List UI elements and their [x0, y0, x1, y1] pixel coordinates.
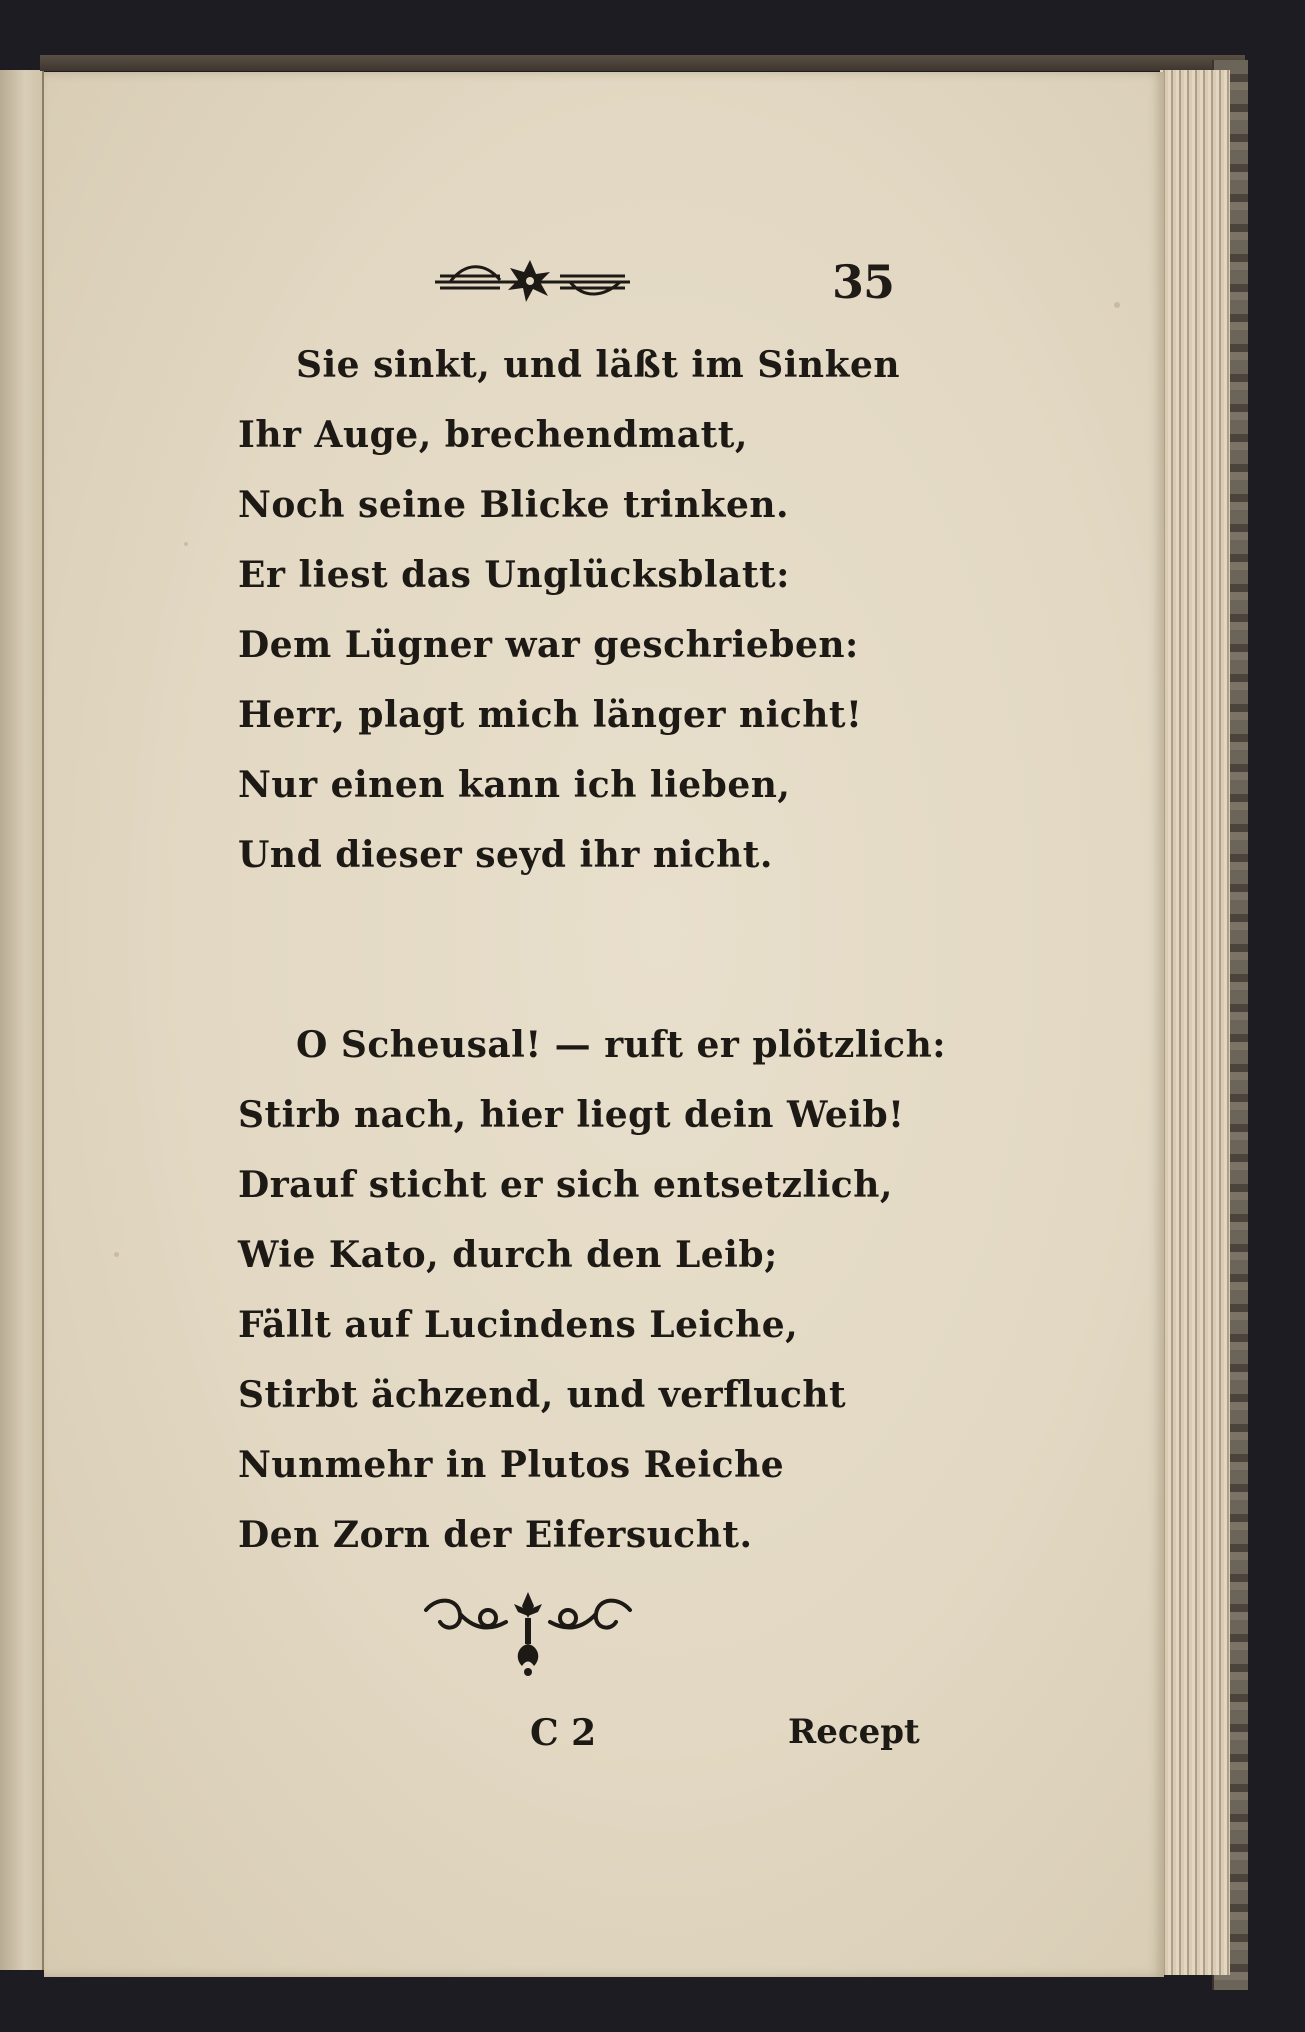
- stanza-1: [238, 330, 900, 890]
- verse-line: Drauf sticht er sich entsetzlich,: [238, 1164, 893, 1206]
- catchword: Recept: [788, 1712, 920, 1752]
- verse-line: Dem Lügner war geschrieben:: [238, 624, 859, 666]
- page-stack-edges: [1160, 70, 1230, 1975]
- verse-line: Herr, plagt mich länger nicht!: [238, 694, 863, 736]
- verse-line: Wie Kato, durch den Leib;: [238, 1234, 778, 1276]
- cover-top-edge: [40, 55, 1245, 71]
- page-number: 35: [832, 255, 895, 309]
- paper-stain: [184, 542, 188, 546]
- verse-line: Noch seine Blicke trinken.: [238, 484, 790, 526]
- verse-line: Den Zorn der Eifersucht.: [238, 1514, 753, 1556]
- verse-line: Sie sinkt, und läßt im Sinken: [296, 344, 901, 386]
- verse-line: O Scheusal! — ruft er plötzlich:: [296, 1024, 947, 1066]
- verse-line: Stirbt ächzend, und verflucht: [238, 1374, 847, 1416]
- signature-mark: C 2: [530, 1712, 597, 1754]
- header-ornament-icon: [430, 252, 635, 312]
- paper-stain: [1114, 302, 1120, 308]
- verse-line: Er liest das Unglücksblatt:: [238, 554, 790, 596]
- verse-line: Stirb nach, hier liegt dein Weib!: [238, 1094, 905, 1136]
- verse-line: Und dieser seyd ihr nicht.: [238, 834, 773, 876]
- verse-line: Ihr Auge, brechendmatt,: [238, 414, 748, 456]
- verse-line: Fällt auf Lucindens Leiche,: [238, 1304, 799, 1346]
- stanza-2: [238, 1010, 946, 1570]
- left-page-edge: [0, 70, 44, 1970]
- verse-line: Nunmehr in Plutos Reiche: [238, 1444, 785, 1486]
- paper-stain: [114, 1252, 119, 1257]
- tailpiece-ornament-icon: [418, 1588, 638, 1678]
- verse-line: Nur einen kann ich lieben,: [238, 764, 791, 806]
